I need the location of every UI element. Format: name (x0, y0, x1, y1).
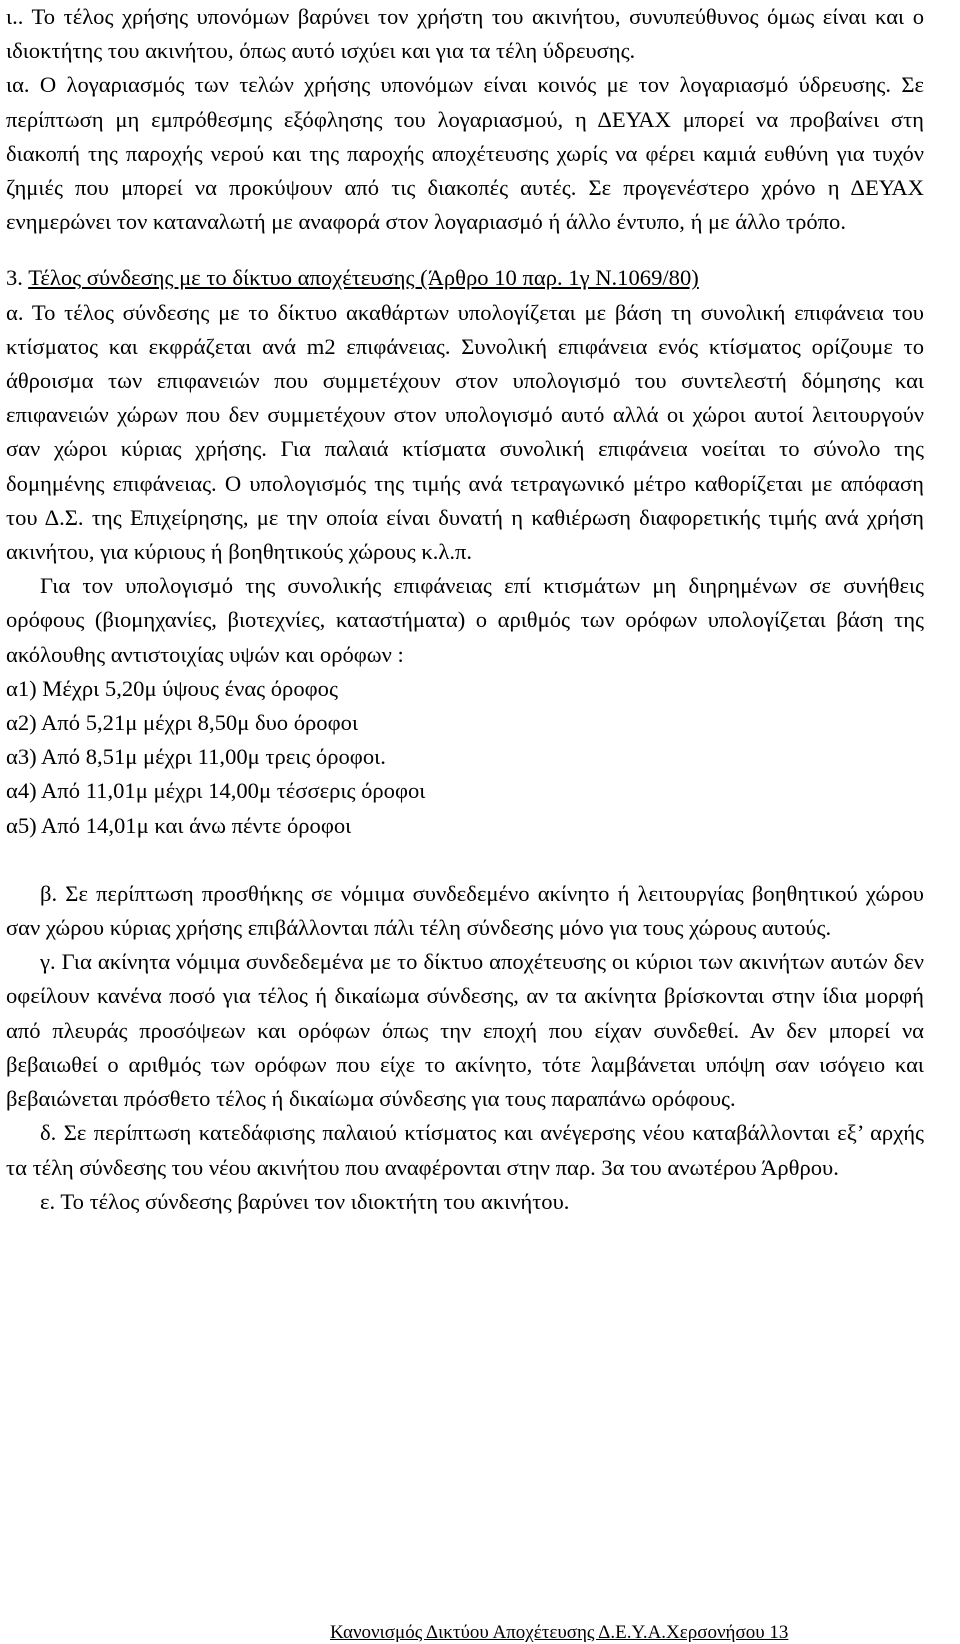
page-footer: Κανονισμός Δικτύου Αποχέτευσης Δ.Ε.Υ.Α.Χερσονήσου 13 (330, 1622, 789, 1643)
list-item: α1) Μέχρι 5,20μ ύψους ένας όροφος (6, 675, 338, 701)
spacer (6, 843, 924, 877)
spacer (6, 239, 924, 261)
paragraph-e: ε. Το τέλος σύνδεσης βαρύνει τον ιδιοκτήτη του ακινήτου. (40, 1188, 570, 1214)
section-3-title: Τέλος σύνδεσης με το δίκτυο αποχέτευσης (Άρθρο 10 παρ. 1γ Ν.1069/80) (28, 265, 699, 291)
paragraph-ia: ια. Ο λογαριασμός των τελών χρήσης υπονόμων είναι κοινός με τον λογαριασμό ύδρευσης. Σε περίπτωση μη εμπρόθεσμης εξόφλησης του λογαριασμού, η ΔΕΥΑΧ μπορεί να προβαίνει στη διακοπή της παροχής νερού και της παροχής αποχέτευσης χωρίς να φέρει καμιά ευθύνη για τυχόν ζημιές που μπορεί να προκύψουν από τις διακοπές αυτές. Σε προγενέστερο χρόνο η ΔΕΥΑΧ ενημερώνει τον καταναλωτή με αναφορά στον λογαριασμό ή άλλο έντυπο, ή με άλλο τρόπο. (6, 72, 924, 235)
paragraph-i: ι.. Το τέλος χρήσης υπονόμων βαρύνει τον χρήστη του ακινήτου, συνυπεύθυνος όμως είναι και ο ιδιοκτήτης του ακινήτου, όπως αυτό ισχύει και για τα τέλη ύδρευσης. (6, 4, 924, 64)
list-item: α3) Από 8,51μ μέχρι 11,00μ τρεις όροφοι. (6, 744, 386, 770)
list-item: α4) Από 11,01μ μέχρι 14,00μ τέσσερις όροφοι (6, 778, 426, 804)
paragraph-b: β. Σε περίπτωση προσθήκης σε νόμιμα συνδεδεμένο ακίνητο ή λειτουργίας βοηθητικού χώρου σαν χώρου κύριας χρήσης επιβάλλονται πάλι τέλη σύνδεσης μόνο για τους χώρους αυτούς. (6, 880, 924, 941)
list-item: α5) Από 14,01μ και άνω πέντε όροφοι (6, 812, 352, 838)
paragraph-floors: Για τον υπολογισμό της συνολικής επιφάνειας επί κτισμάτων μη διηρημένων σε συνήθεις ορόφους (βιομηχανίες, βιοτεχνίες, καταστήματα) ο αριθμός των ορόφων υπολογίζεται βάση της ακόλουθης αντιστοιχίας υψών και ορόφων : (6, 573, 924, 667)
document-page (6, 0, 924, 1219)
floor-height-list (6, 672, 924, 843)
paragraph-d: δ. Σε περίπτωση κατεδάφισης παλαιού κτίσματος και ανέγερσης νέου καταβάλλονται εξ’ αρχής τα τέλη σύνδεσης του νέου ακινήτου που αναφέρονται στην παρ. 3α του ανωτέρου Άρθρου. (6, 1120, 924, 1180)
section-3-heading (6, 261, 924, 295)
paragraph-a: α. Το τέλος σύνδεσης με το δίκτυο ακαθάρτων υπολογίζεται με βάση τη συνολική επιφάνεια του κτίσματος και εκφράζεται ανά m2 επιφάνειας. Συνολική επιφάνεια ενός κτίσματος ορίζουμε το άθροισμα των επιφανειών που συμμετέχουν στον υπολογισμό του συντελεστή δόμησης και επιφανειών χώρων που δεν συμμετέχουν στον υπολογισμό αυτό αλλά οι χώροι αυτοί λειτουργούν σαν χώροι κύριας χρήσης. Για παλαιά κτίσματα συνολική επιφάνεια νοείται το σύνολο της δομημένης επιφάνειας. Ο υπολογισμός της τιμής ανά τετραγωνικό μέτρο καθορίζεται με απόφαση του Δ.Σ. της Επιχείρησης, με την οποία είναι δυνατή η καθιέρωση διαφορετικής τιμής ανά χρήση ακινήτου, για κύριους ή βοηθητικούς χώρους κ.λ.π. (6, 299, 924, 565)
paragraph-c: γ. Για ακίνητα νόμιμα συνδεδεμένα με το δίκτυο αποχέτευσης οι κύριοι των ακινήτων αυτών δεν οφείλουν κανένα ποσό για τέλος ή δικαίωμα σύνδεσης, αν τα ακίνητα βρίσκονται στην ίδια μορφή από πλευράς προσόψεων και ορόφων όπως την εποχή που είχαν συνδεθεί. Αν δεν μπορεί να βεβαιωθεί ο αριθμός των ορόφων που είχε το ακίνητο, τότε λαμβάνεται υπόψη σαν ισόγειο και βεβαιώνεται πρόσθετο τέλος ή δικαίωμα σύνδεσης για τους παραπάνω ορόφους. (6, 949, 924, 1112)
list-item: α2) Από 5,21μ μέχρι 8,50μ δυο όροφοι (6, 710, 359, 736)
section-3-number: 3. (6, 265, 29, 291)
